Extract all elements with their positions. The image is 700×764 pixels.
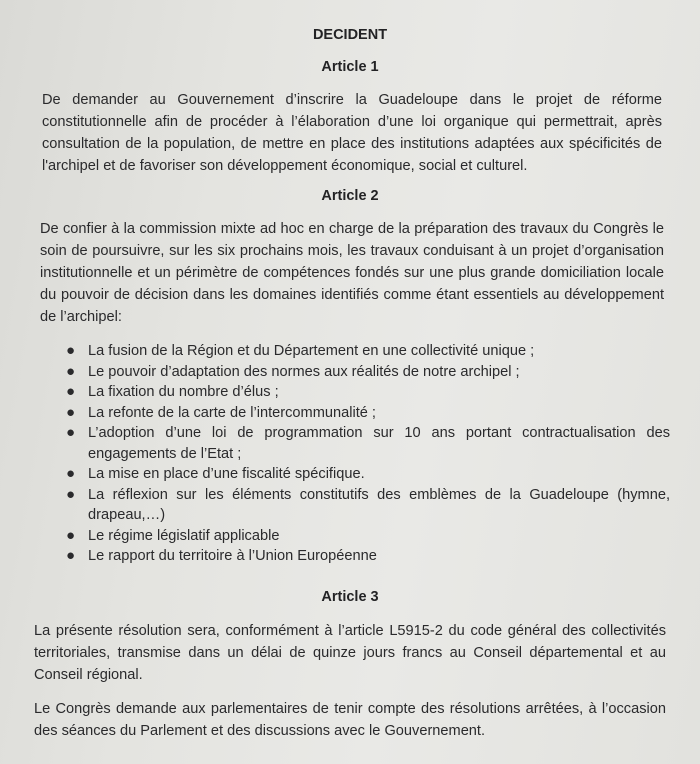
list-item: ● La refonte de la carte de l’intercommunalité ; — [60, 403, 670, 424]
list-item: ● Le rapport du territoire à l’Union Européenne — [60, 546, 670, 567]
list-item: ● La fusion de la Région et du Département en une collectivité unique ; — [60, 341, 670, 362]
article-1-heading: Article 1 — [321, 59, 379, 75]
bullet-icon: ● — [66, 383, 76, 400]
bullet-icon: ● — [66, 342, 76, 359]
bullet-icon: ● — [66, 403, 76, 421]
article-1-text: De demander au Gouvernement d’inscrire la Guadeloupe dans le projet de réforme constitutionnelle afin de procéder à l’élaboration d’une loi organique qui permettrait, après consultation de la population, de mettre en place des institutions adaptées aux spécificités de l'archipel et de favoriser son développement économique, social et culturel. — [42, 92, 662, 174]
bullet-icon: ● — [66, 485, 76, 503]
list-item: ● L’adoption d’une loi de programmation sur 10 ans portant contractualisation des engagements de l’Etat ; — [66, 424, 670, 462]
article-3-text-2: Le Congrès demande aux parlementaires de tenir compte des résolutions arrêtées, à l’occasion des séances du Parlement et des discussions avec le Gouvernement. — [34, 701, 666, 739]
list-item: ● Le pouvoir d’adaptation des normes aux réalités de notre archipel ; — [60, 362, 670, 383]
bullet-icon: ● — [66, 362, 76, 380]
bullet-icon: ● — [66, 526, 76, 544]
article-2-heading: Article 2 — [321, 188, 379, 204]
document-title: DECIDENT — [312, 27, 388, 43]
article-3-heading: Article 3 — [321, 589, 379, 605]
article-2-text: De confier à la commission mixte ad hoc en charge de la préparation des travaux du Congrès le soin de poursuivre, sur les six prochains mois, les travaux conduisant à un projet d’organisation institutionnelle et un périmètre de compétences fondés sur une plus grande domiciliation locale du pouvoir de décision dans les domaines identifiés comme étant essentiels au développement de l’archipel: — [40, 221, 664, 325]
article-2-list — [60, 341, 670, 567]
article-3-text-1: La présente résolution sera, conformément à l’article L5915-2 du code général des collectivités territoriales, transmise dans un délai de quinze jours francs au Conseil départemental et au Conseil régional. — [34, 623, 666, 683]
bullet-icon: ● — [66, 424, 76, 441]
list-item: ● La mise en place d’une fiscalité spécifique. — [60, 464, 670, 485]
bullet-icon: ● — [66, 547, 76, 564]
list-item: ● La réflexion sur les éléments constitutifs des emblèmes de la Guadeloupe (hymne, drapeau,…) — [66, 485, 670, 523]
list-item: ● Le régime législatif applicable — [60, 526, 670, 547]
bullet-icon: ● — [66, 465, 76, 482]
list-item: ● La fixation du nombre d’élus ; — [60, 382, 670, 403]
